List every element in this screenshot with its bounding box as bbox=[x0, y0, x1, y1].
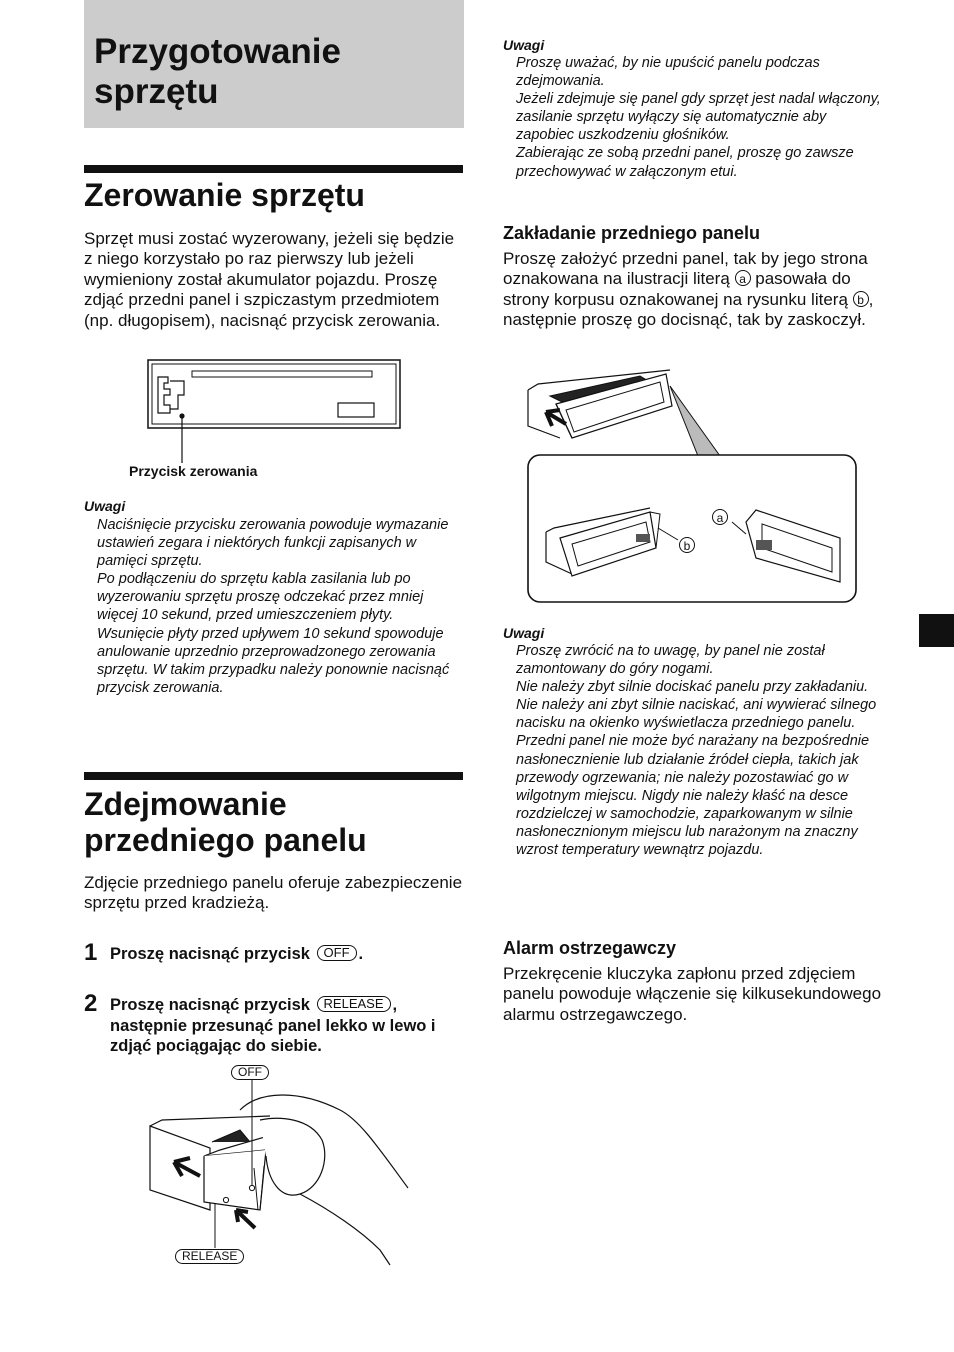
section-heading-reset: Zerowanie sprzętu bbox=[84, 177, 365, 213]
marker-b: b bbox=[853, 291, 869, 307]
step-1-suffix: . bbox=[358, 945, 364, 963]
figure-marker-b: b bbox=[679, 537, 695, 553]
section-tab-marker bbox=[919, 614, 954, 647]
step-number-2: 2 bbox=[84, 990, 98, 1017]
notes-title-attach: Uwagi bbox=[503, 625, 545, 641]
note-item: Po podłączeniu do sprzętu kabla zasilania lub po wyzerowaniu sprzętu proszę odczekać przez mniej więcej 10 sekund, przed umieszczeniem płyty. Wsunięcie płyty przed upływem 10 sekund spowoduje anulowanie uprzednio przeprowadzonego zerowania sprzętu. W takim przypadku należy ponownie nacisnąć przycisk zerowania. bbox=[97, 571, 450, 696]
release-key: RELEASE bbox=[317, 996, 391, 1012]
remove-panel-figure bbox=[140, 1060, 415, 1270]
step-1-label: Proszę nacisnąć przycisk bbox=[110, 945, 310, 963]
off-figure-label: OFF bbox=[231, 1065, 269, 1080]
reset-paragraph: Sprzęt musi zostać wyzerowany, jeżeli się będzie z niego korzystało po raz pierwszy lub jeżeli wymieniony został akumulator pojazdu. Proszę zdjąć przedni panel i szpiczastym przedmiotem (np. długopisem), nacisnąć przycisk zerowania. bbox=[84, 229, 455, 330]
release-figure-label: RELEASE bbox=[175, 1249, 244, 1264]
step-number-1: 1 bbox=[84, 939, 98, 966]
note-item: Naciśnięcie przycisku zerowania powoduje wymazanie ustawień zegara i niektórych funkcji zapisanych w pamięci sprzętu. bbox=[97, 517, 449, 570]
section-rule bbox=[84, 772, 463, 780]
attach-paragraph bbox=[503, 249, 883, 331]
note-item: Zabierając ze sobą przedni panel, proszę go zawsze przechowywać w załączonym etui. bbox=[516, 145, 854, 180]
notes-list-attach bbox=[503, 642, 883, 859]
marker-a: a bbox=[735, 270, 751, 286]
notes-list-remove bbox=[503, 54, 881, 181]
reset-figure-caption: Przycisk zerowania bbox=[129, 463, 258, 479]
note-item: Nie należy ani zbyt silnie naciskać, ani wywierać silnego nacisku na okienko wyświetlacza przedniego panelu. bbox=[516, 697, 877, 732]
note-item: Nie należy zbyt silnie dociskać panelu przy zakładaniu. bbox=[516, 679, 869, 696]
attach-text-2: pasowała do strony korpusu oznakowanej na rysunku literą bbox=[503, 269, 851, 309]
step-2-suffix: , następnie przesunąć panel lekko w lewo i zdjąć pociągając do siebie. bbox=[110, 996, 436, 1055]
attach-text-1: Proszę założyć przedni panel, tak by jego strona oznakowana na ilustracji literą bbox=[503, 249, 868, 289]
notes-title-remove: Uwagi bbox=[503, 37, 545, 53]
remove-paragraph: Zdjęcie przedniego panelu oferuje zabezpieczenie sprzętu przed kradzieżą. bbox=[84, 873, 463, 913]
alarm-heading: Alarm ostrzegawczy bbox=[503, 938, 677, 958]
note-item: Proszę uważać, by nie upuścić panelu podczas zdejmowania. bbox=[516, 55, 820, 90]
attach-heading: Zakładanie przedniego panelu bbox=[503, 223, 761, 243]
note-item: Przedni panel nie może być narażany na bezpośrednie nasłonecznienie lub działanie źródeł ciepła, takich jak przewody ogrzewania; nie należy pozostawiać go w wilgotnym miejscu. Nigdy nie należy kłaść na desce rozdzielczej w samochodzie, zaparkowanym w silnie nasłonecznionym miejscu lub narażonym na znaczny wzrost temperatury wewnątrz pojazdu. bbox=[516, 733, 870, 859]
attach-panel-figure bbox=[510, 362, 860, 606]
alarm-paragraph: Przekręcenie kluczyka zapłonu przed zdjęciem panelu powoduje włączenie się kilkusekundowego alarmu ostrzegawczego. bbox=[503, 964, 882, 1024]
step-2-text bbox=[110, 995, 464, 1057]
figure-marker-a: a bbox=[712, 509, 728, 525]
section-heading-remove: Zdejmowanie przedniego panelu bbox=[84, 786, 367, 858]
title-banner bbox=[84, 0, 464, 128]
page-title: Przygotowanie sprzętu bbox=[94, 32, 341, 111]
notes-list-reset bbox=[84, 516, 462, 697]
note-item: Jeżeli zdejmuje się panel gdy sprzęt jest nadal włączony, zasilanie sprzętu wyłączy się automatycznie aby zapobiec uszkodzeniu głośników. bbox=[516, 91, 881, 144]
step-2-label: Proszę nacisnąć przycisk bbox=[110, 996, 310, 1014]
note-item: Proszę zwrócić na to uwagę, by panel nie został zamontowany do góry nogami. bbox=[516, 643, 825, 678]
attach-text-3: , następnie proszę go docisnąć, tak by zaskoczył. bbox=[503, 289, 874, 330]
notes-title-reset: Uwagi bbox=[84, 498, 126, 514]
reset-button-figure bbox=[140, 355, 410, 465]
section-rule bbox=[84, 165, 463, 173]
off-key: OFF bbox=[317, 945, 357, 961]
step-1-text bbox=[110, 944, 464, 965]
